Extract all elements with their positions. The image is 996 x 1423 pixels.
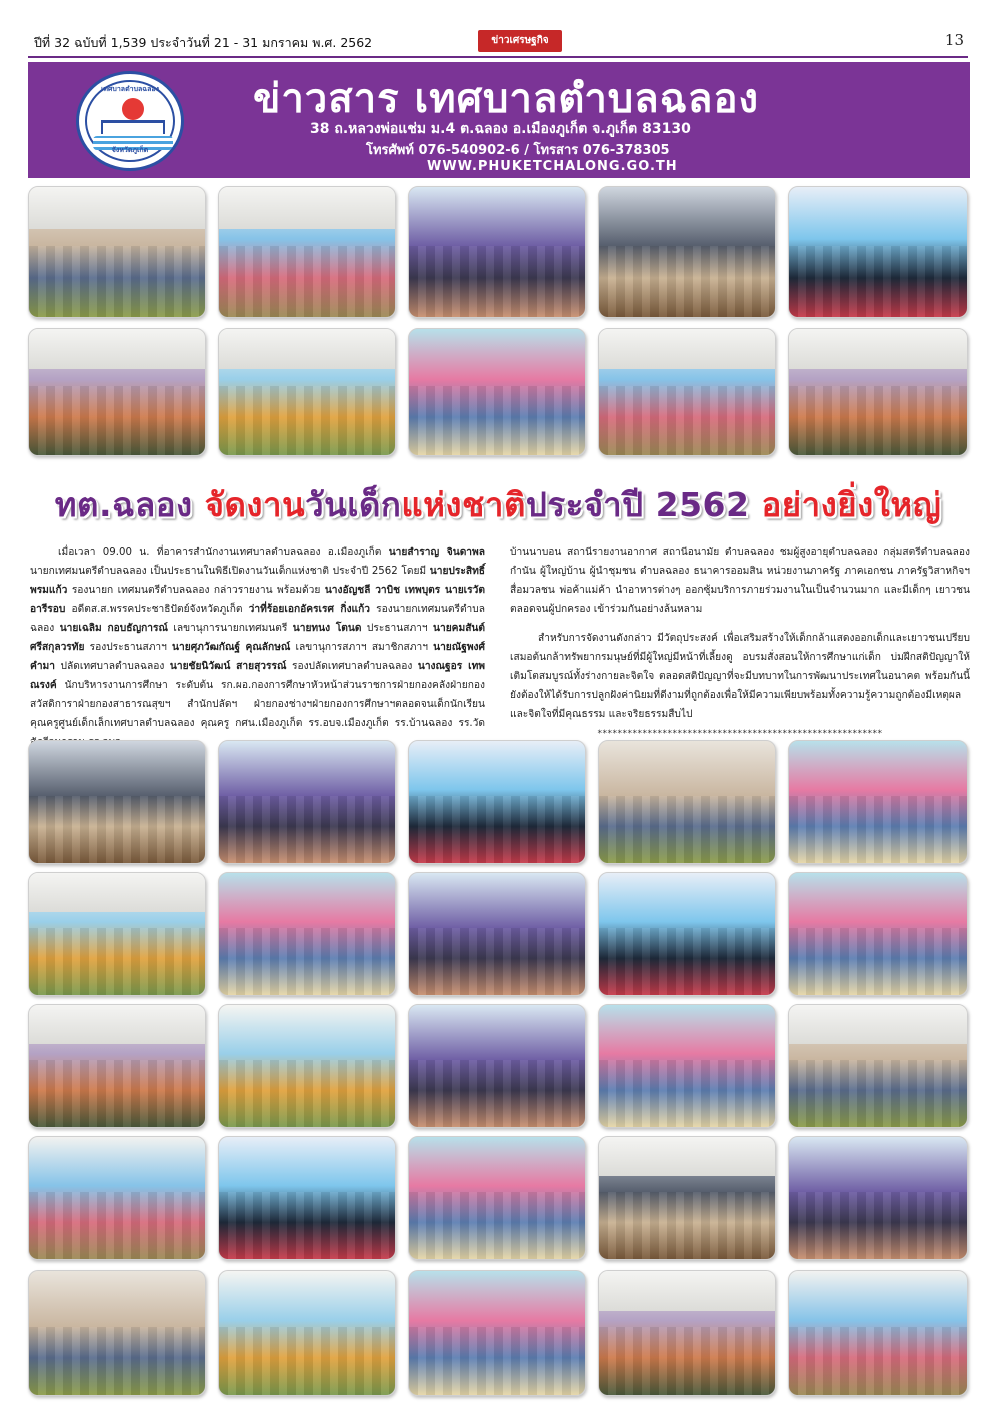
event-photo (408, 872, 586, 996)
article-column-2 (510, 543, 970, 739)
issue-line: ปีที่ 32 ฉบับที่ 1,539 ประจำวันที่ 21 - 31 มกราคม พ.ศ. 2562 (34, 35, 373, 50)
article-paragraph: บ้านนาบอน สถานีรายงานอากาศ สถานีอนามัย ตำบลฉลอง ชมผู้สูงอายุตำบลฉลอง กลุ่มสตรีตำบลฉลอง กำนัน ผู้ใหญ่บ้าน ผู้นำชุมชน ตำบลฉลอง ธนาคารออมสิน หน่วยงานภาครัฐ ภาคเอกชน ภาครัฐวิสาหกิจฯ สื่อมวลชน พ่อค้าแม่ค้า นำอาหารต่างๆ ออกซุ้มบริการภายร่วมงานในเป็นจำนวนมาก และมีเด็กๆ เยาวชนตลอดจนผู้ปกครอง เข้าร่วมกันอย่างล้นหลาม (510, 547, 970, 615)
event-photo (28, 872, 206, 996)
event-photo (28, 328, 206, 456)
event-photo (598, 872, 776, 996)
event-photo (598, 328, 776, 456)
event-photo (408, 1136, 586, 1260)
event-photo (598, 1270, 776, 1396)
masthead-website: WWW.PHUKETCHALONG.GO.TH (427, 159, 678, 174)
event-photo (218, 186, 396, 318)
masthead-address: 38 ถ.หลวงพ่อแช่ม ม.4 ต.ฉลอง อ.เมืองภูเก็ต จ.ภูเก็ต 83130 (310, 121, 691, 137)
event-photo (28, 1136, 206, 1260)
event-photo (788, 186, 968, 318)
issue-header (28, 30, 968, 54)
header-rule (28, 56, 968, 58)
event-photo (598, 1004, 776, 1128)
event-photo (28, 740, 206, 864)
event-photo (218, 872, 396, 996)
event-photo (28, 1270, 206, 1396)
article-headline: ทต.ฉลอง จัดงานวันเด็กแห่งชาติประจำปี 2562 อย่างยิ่งใหญ่ (54, 485, 942, 524)
paper-logo: ข่าวเศรษฐกิจ (478, 30, 562, 52)
event-photo (408, 1004, 586, 1128)
article-paragraph: สำหรับการจัดงานดังกล่าว มีวัตถุประสงค์ เพื่อเสริมสร้างให้เด็กกล้าแสดงออกเด็กและเยาวชนเปรียบเสมอต้นกล้าทรัพยากรมนุษย์ที่มีผู้ใหญ่มีหน้าที่เลี้ยงดู อบรมสั่งสอนให้การศึกษาแก่เด็ก บ่มฝึกสติปัญญาให้เติมโตสมบูรณ์ทั้งร่างกายละจิตใจ ตลอดสติปัญญาที่จะมีบทบาทในการพัฒนาประเทศในอนาคต พร้อมกันนี้ยังต้องให้ได้รับการปลูกฝังค่านิยมที่ดีงามที่ถูกต้องเพื่อให้มีความเพียบพร้อมทั้งความรู้ความถูกต้องมีเหตุผล และจิตใจที่มีคุณธรรม และจริยธรรมสืบไป (510, 633, 970, 720)
event-photo (598, 1136, 776, 1260)
event-photo (788, 740, 968, 864)
event-photo (788, 1136, 968, 1260)
event-photo (408, 186, 586, 318)
event-photo (218, 1004, 396, 1128)
event-photo (788, 328, 968, 456)
event-photo (408, 740, 586, 864)
event-photo (218, 1270, 396, 1396)
article-column-1: เมื่อเวลา 09.00 น. ที่อาคารสำนักงานเทศบาลตำบลฉลอง อ.เมืองภูเก็ต นายสำราญ จินดาพล นายกเทศมนตรีตำบลฉลอง เป็นประธานในพิธีเปิดงานวันเด็กแห่งชาติ ประจำปี 2562 โดยมี นายประสิทธิ์ พรมแก้ว รองนายก เทศมนตรีตำบลฉลอง กล่าวรายงาน พร้อมด้วย นางอัญชลี วาบิช เทพบุตร นายเรวัต อารีรอบ อดีตส.ส.พรรคประชาธิปัตย์จังหวัดภูเก็ต ว่าที่ร้อยเอกอัครเรศ กิ่งแก้ว รองนายกเทศมนตรีตำบลฉลอง นายเฉลิม กอบธัญการณ์ เลขานุการนายกเทศมนตรี นายทนง โตนด ประธานสภาฯ นายคมสันต์ ศรีสกุลวรทัย รองประธานสภาฯ นายศุภวัฒกัณฐ์ คุณลักษณ์ เลขานุการสภาฯ สมาชิกสภาฯ นายณัฐพงศ์ คำมา ปลัดเทศบาลตำบลฉลอง นายชัยนิวัฒน์ สายสุวรรณ์ รองปลัดเทศบาลตำบลฉลอง นางณฐอร เทพณรงค์ นักบริหารงานการศึกษา ระดับต้น รก.ผอ.กองการศึกษาหัวหน้าส่วนราชการฝ่ายกองคลังฝ่ายกองสวัสดิการาฝ่ายกองสาธารณสุขฯ สำนักปลัดฯ ฝ่ายกองช่างฯฝ่ายกองการศึกษาฯตลอดจนเด็กนักเรียน คุณครูศูนย์เด็กเล็กเทศบาลตำบลฉลอง คุณครู กศน.เมืองภูเก็ต รร.อบจ.เมืองภูเก็ต รร.บ้านฉลอง รร.วัด (30, 547, 486, 729)
masthead-banner (28, 62, 970, 178)
masthead-title: ข่าวสาร เทศบาลตำบลฉลอง (253, 76, 759, 122)
event-photo (218, 1136, 396, 1260)
event-photo (408, 1270, 586, 1396)
article-end-separator: ********************************************************* (597, 729, 883, 739)
event-photo (598, 186, 776, 318)
event-photo (218, 328, 396, 456)
event-photo (408, 328, 586, 456)
event-photo (788, 1004, 968, 1128)
event-photo (788, 872, 968, 996)
masthead-phone: โทรศัพท์ 076-540902-6 / โทรสาร 076-378305 (366, 143, 670, 158)
page-number: 13 (944, 31, 964, 49)
event-photo (788, 1270, 968, 1396)
event-photo (28, 186, 206, 318)
event-photo (218, 740, 396, 864)
event-photo (28, 1004, 206, 1128)
municipality-seal-icon: เทศบาลตำบลฉลอง จังหวัดภูเก็ต (76, 71, 184, 171)
event-photo (598, 740, 776, 864)
